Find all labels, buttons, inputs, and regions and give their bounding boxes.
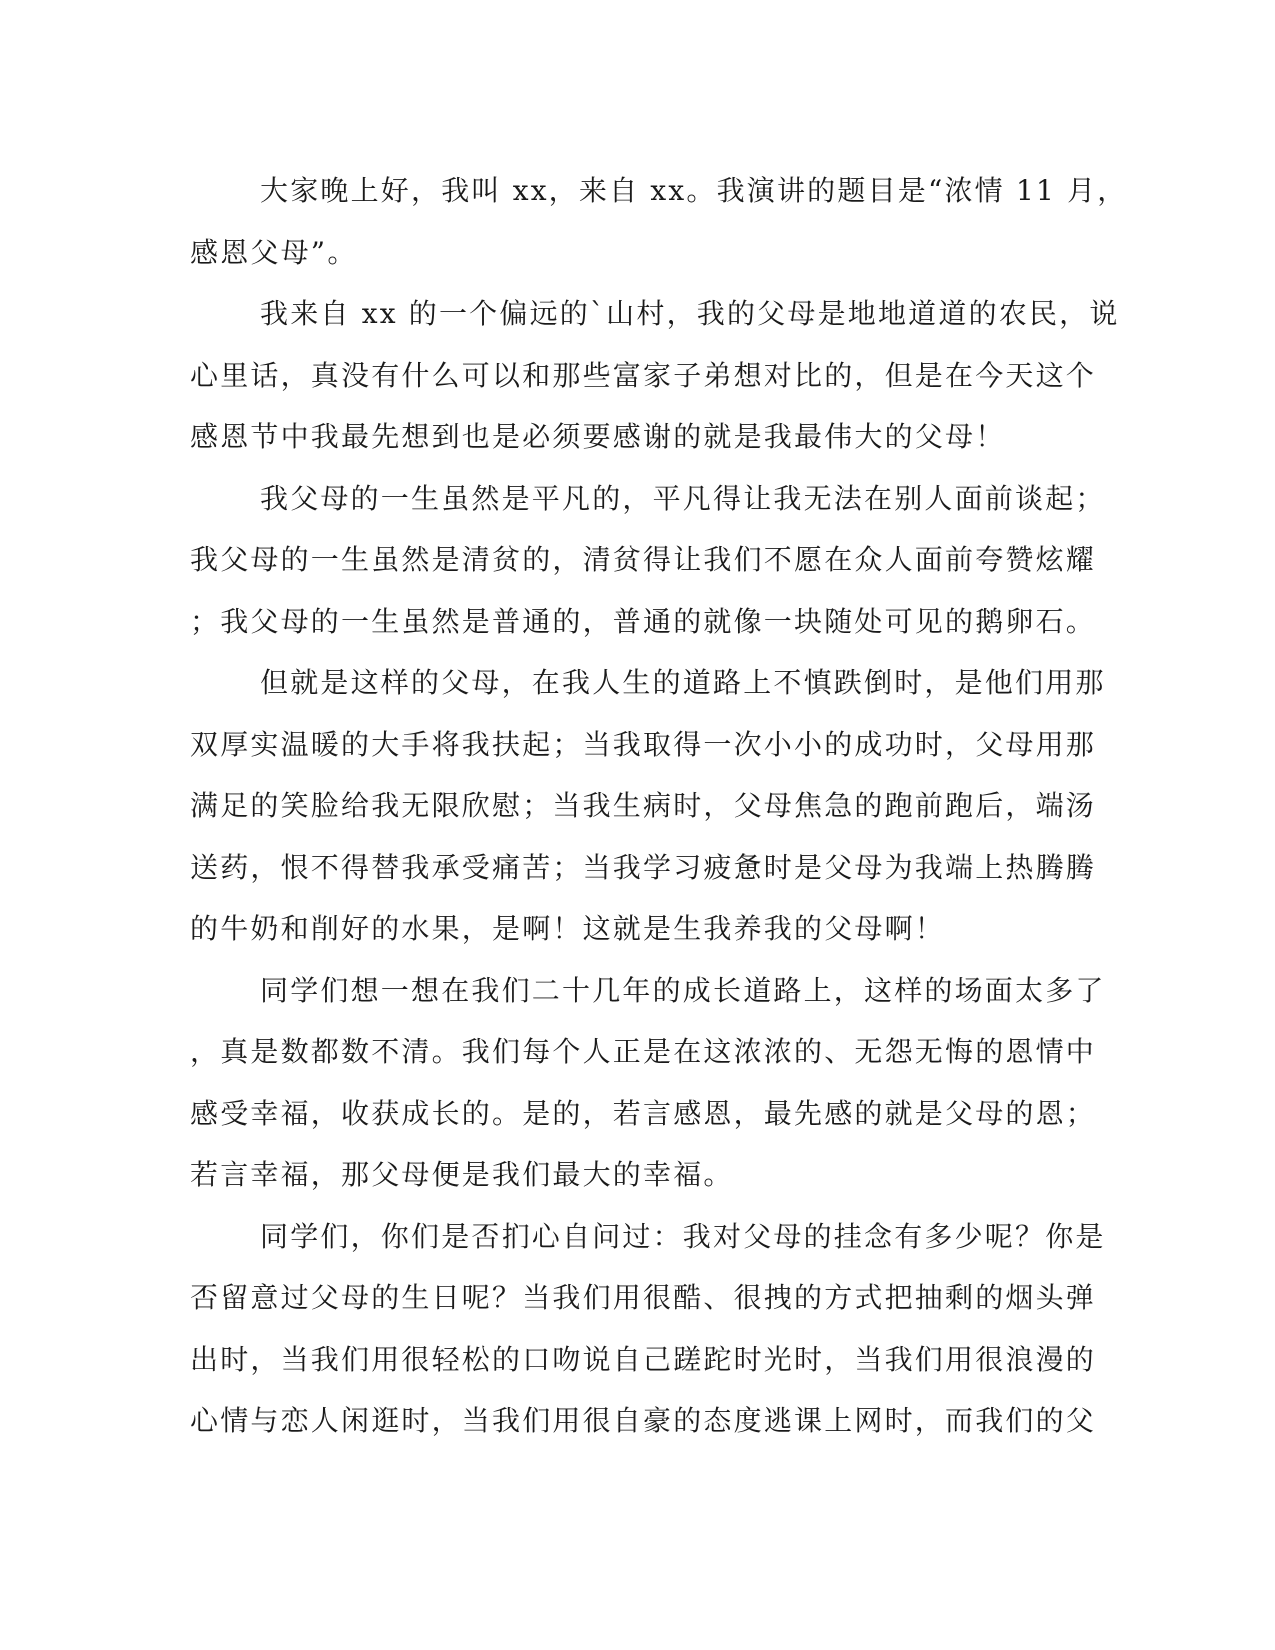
text-line: 我来自 xx 的一个偏远的`山村，我的父母是地地道道的农民，说: [260, 297, 1120, 330]
text-line: 我父母的一生虽然是平凡的，平凡得让我无法在别人面前谈起；: [260, 481, 1106, 515]
text-line: 同学们想一想在我们二十几年的成长道路上，这样的场面太多了: [260, 973, 1106, 1007]
text-line: ；我父母的一生虽然是普通的，普通的就像一块随处可见的鹅卵石。: [190, 604, 1097, 638]
text-line: 送药，恨不得替我承受痛苦；当我学习疲惫时是父母为我端上热腾腾: [190, 850, 1097, 884]
text-line: 否留意过父母的生日呢？当我们用很酷、很拽的方式把抽剩的烟头弹: [190, 1281, 1097, 1314]
text-line: 感受幸福，收获成长的。是的，若言感恩，最先感的就是父母的恩；: [190, 1096, 1097, 1130]
text-line: 的牛奶和削好的水果，是啊！这就是生我养我的父母啊！: [190, 912, 946, 945]
text-line: 同学们，你们是否扪心自问过：我对父母的挂念有多少呢？你是: [260, 1219, 1106, 1253]
speech-text: [190, 160, 1128, 1452]
text-line: 满足的笑脸给我无限欣慰；当我生病时，父母焦急的跑前跑后，端汤: [190, 789, 1097, 822]
text-line: 出时，当我们用很轻松的口吻说自己蹉跎时光时，当我们用很浪漫的: [190, 1342, 1097, 1376]
text-line: 但就是这样的父母，在我人生的道路上不慎跌倒时，是他们用那: [260, 666, 1106, 699]
text-line: 感恩节中我最先想到也是必须要感谢的就是我最伟大的父母！: [190, 420, 1006, 453]
text-line: 我父母的一生虽然是清贫的，清贫得让我们不愿在众人面前夸赞炫耀: [190, 543, 1097, 576]
text-line: 大家晚上好，我叫 xx，来自 xx。我演讲的题目是“浓情 11 月，: [260, 174, 1128, 207]
text-line: 感恩父母”。: [190, 235, 358, 269]
text-line: 若言幸福，那父母便是我们最大的幸福。: [190, 1158, 734, 1191]
text-line: 心里话，真没有什么可以和那些富家子弟想对比的，但是在今天这个: [190, 358, 1097, 392]
text-line: ，真是数都数不清。我们每个人正是在这浓浓的、无怨无悔的恩情中: [190, 1035, 1097, 1068]
text-line: 心情与恋人闲逛时，当我们用很自豪的态度逃课上网时，而我们的父: [190, 1404, 1097, 1437]
text-line: 双厚实温暖的大手将我扶起；当我取得一次小小的成功时，父母用那: [190, 727, 1097, 761]
